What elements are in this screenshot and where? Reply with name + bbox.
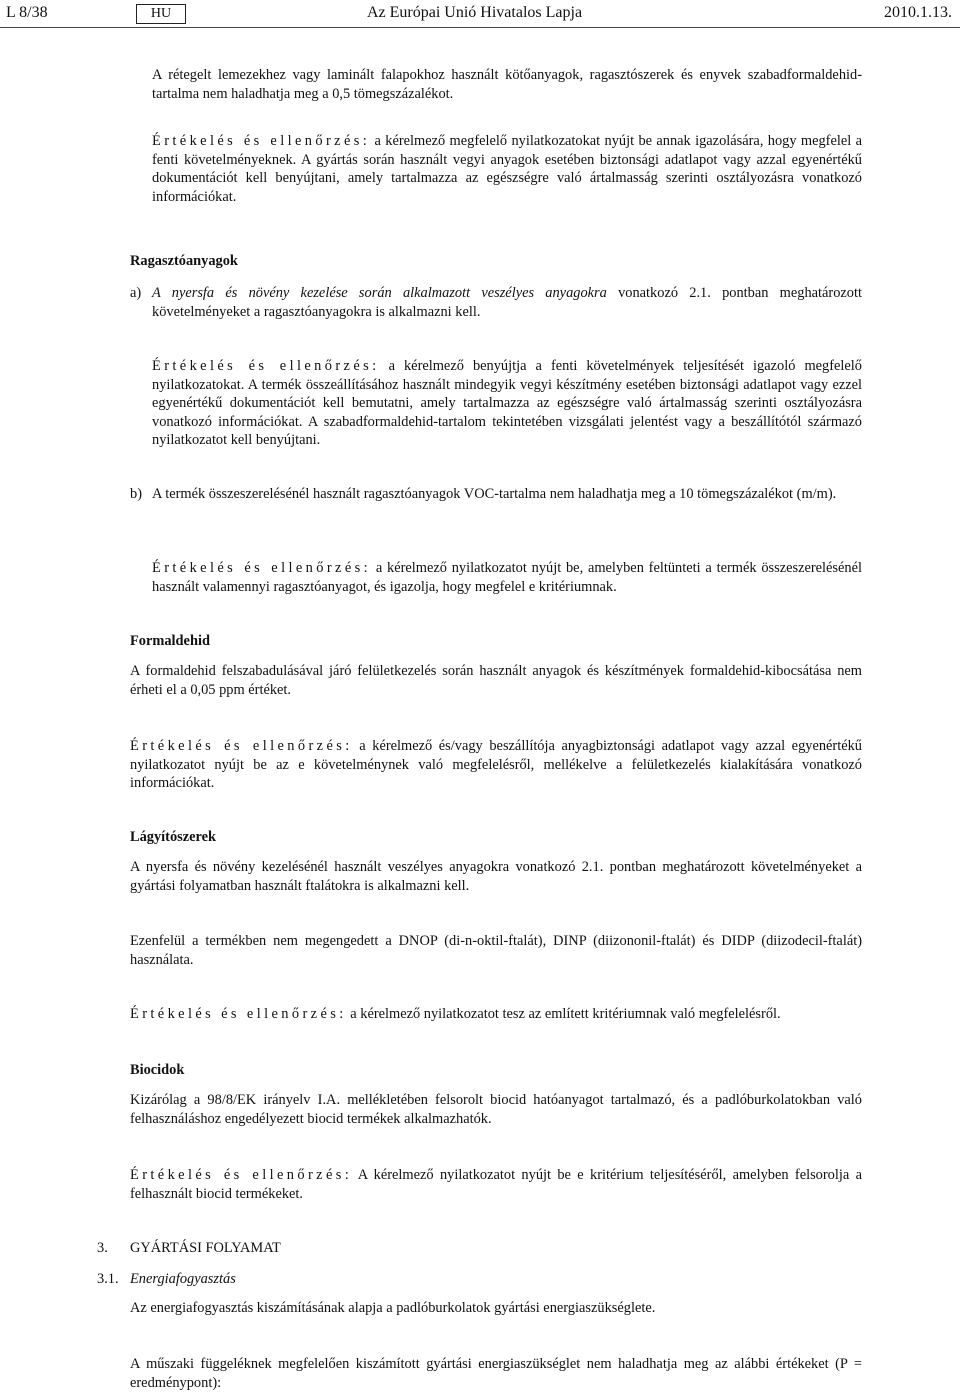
paragraph-phthalates: Ezenfelül a termékben nem megengedett a DNOP (di-n-oktil-ftalát), DINP (diizononil-ftalát) és DIDP (diizodecil-ftalát) használata. <box>130 933 862 968</box>
section-3-1-title: Energiafogyasztás <box>130 1271 236 1287</box>
evaluation-label: Értékelés és ellenőrzés: <box>152 560 372 576</box>
language-badge: HU <box>136 4 186 24</box>
paragraph-energy-basis: Az energiafogyasztás kiszámításának alapja a padlóburkolatok gyártási energiaszükséglete. <box>130 1300 656 1316</box>
journal-title: Az Európai Unió Hivatalos Lapja <box>367 4 583 21</box>
evaluation-text: A kérelmező nyilatkozatot nyújt be e kritérium teljesítéséről, amelyben felsorolja a felhasznált biocid termékeket. <box>130 1167 862 1202</box>
evaluation-text: a kérelmező nyilatkozatot nyújt be, amelyben feltünteti a termék összeszerelésénél használt valamennyi ragasztóanyagot, és igazolja, hogy megfelel e kritériumnak. <box>152 560 862 595</box>
item-a-label: a) <box>130 285 142 301</box>
evaluation-text: a kérelmező és/vagy beszállítója anyagbiztonsági adatlapot vagy azzal egyenértékű nyilatkozatot nyújt be az e követelménynek való megfelelésről, mellékelve a felületkezelés kialakítására vonatkozó információkat. <box>130 738 862 792</box>
evaluation-label: Értékelés és ellenőrzés: <box>130 1167 353 1183</box>
page-number: L 8/38 <box>6 4 48 21</box>
item-a-rest: vonatkozó 2.1. pontban meghatározott követelményeket a ragasztóanyagokra is alkalmazni kell. <box>152 285 862 320</box>
paragraph-evaluation-6 <box>130 1166 862 1203</box>
evaluation-text: a kérelmező benyújtja a fenti követelmények teljesítését igazoló megfelelő nyilatkozatokat. A termék összeállításához használt mindegyik vegyi készítmény esetében biztonsági adatlapot vagy ezzel egyenértékű dokumentációt kell bemutatni, amely tartalmazza az egészségre való ártalmasság szerinti osztályozásra vonatkozó információkat. A szabadformaldehid-tartalom tekintetében vizsgálati jelentést vagy a beszállítótól származó nyilatkozatot kell benyújtani. <box>152 358 862 449</box>
paragraph-binder-limit: A rétegelt lemezekhez vagy laminált falapokhoz használt kötőanyagok, ragasztószerek és enyvek szabadformaldehid-tartalma nem haladhatja meg a 0,5 tömegszázalékot. <box>152 67 862 102</box>
paragraph-evaluation-4 <box>130 737 862 793</box>
heading-formaldehid: Formaldehid <box>130 633 210 649</box>
paragraph-evaluation-5 <box>130 1005 862 1024</box>
paragraph-energy-limit: A műszaki függeléknek megfelelően kiszámított gyártási energiaszükséglet nem haladhatja meg az alábbi értékeket (P = eredménypont): <box>130 1356 862 1391</box>
paragraph-evaluation-1 <box>152 132 862 206</box>
evaluation-text: a kérelmező nyilatkozatot tesz az említett kritériumnak való megfelelésről. <box>350 1006 781 1022</box>
item-a-text <box>152 284 862 321</box>
evaluation-text: a kérelmező megfelelő nyilatkozatokat nyújt be annak igazolására, hogy megfelel a fenti követelményeknek. A gyártás során használt vegyi anyagok esetében biztonsági adatlapot vagy azzal egyenértékű dokumentációt kell benyújtani, amely tartalmazza az egészségre való ártalmasság szerinti osztályozásra vonatkozó információkat. <box>152 133 862 205</box>
item-b-text: A termék összeszerelésénél használt ragasztóanyagok VOC-tartalma nem haladhatja meg a 10 tömegszázalékot (m/m). <box>152 486 837 502</box>
heading-lagyitoszerek: Lágyítószerek <box>130 829 217 845</box>
evaluation-label: Értékelés és ellenőrzés: <box>130 738 353 754</box>
publication-date: 2010.1.13. <box>884 4 952 21</box>
header-rule <box>0 27 960 28</box>
heading-ragasztoanyagok: Ragasztóanyagok <box>130 253 238 269</box>
evaluation-label: Értékelés és ellenőrzés: <box>130 1006 347 1022</box>
page-header <box>0 4 960 26</box>
section-3-title: GYÁRTÁSI FOLYAMAT <box>130 1240 281 1256</box>
paragraph-evaluation-2 <box>152 357 862 450</box>
item-b-label: b) <box>130 486 142 502</box>
evaluation-label: Értékelés és ellenőrzés: <box>152 358 380 374</box>
paragraph-formaldehid: A formaldehid felszabadulásával járó felületkezelés során használt anyagok és készítmények formaldehid-kibocsátása nem érheti el a 0,05 ppm értéket. <box>130 663 862 698</box>
evaluation-label: Értékelés és ellenőrzés: <box>152 133 371 149</box>
heading-biocidok: Biocidok <box>130 1062 185 1078</box>
paragraph-evaluation-3 <box>152 559 862 596</box>
item-a-italic: A nyersfa és növény kezelése során alkalmazott veszélyes anyagokra <box>152 285 607 301</box>
paragraph-lagyitoszerek: A nyersfa és növény kezelésénél használt veszélyes anyagokra vonatkozó 2.1. pontban meghatározott követelményeket a gyártási folyamatban használt ftalátokra is alkalmazni kell. <box>130 859 862 894</box>
paragraph-biocidok: Kizárólag a 98/8/EK irányelv I.A. mellékletében felsorolt biocid hatóanyagot tartalmazó, és a padlóburkolatokban való felhasználáshoz engedélyezett biocid termékek alkalmazhatók. <box>130 1092 862 1127</box>
section-3-1-number: 3.1. <box>97 1271 119 1287</box>
section-3-number: 3. <box>97 1240 108 1256</box>
